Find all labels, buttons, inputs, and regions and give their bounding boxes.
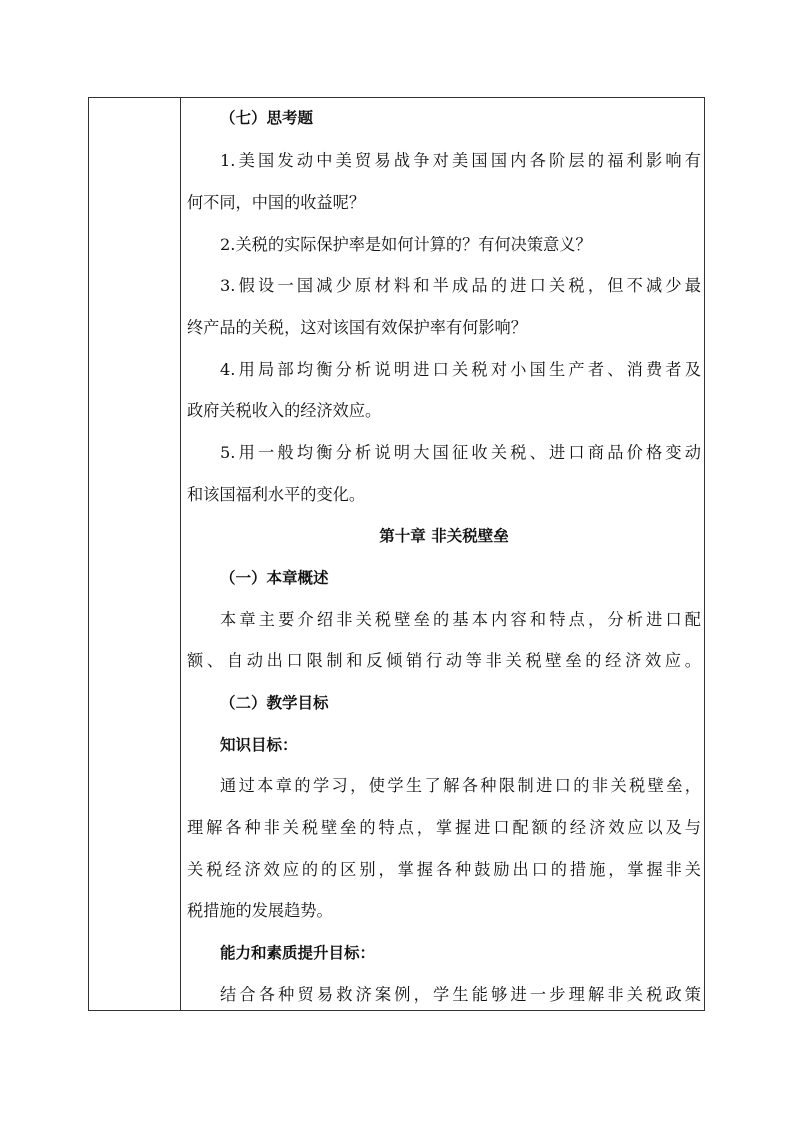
question-2-line-1: 2.关税的实际保护率是如何计算的？有何决策意义？ (220, 235, 592, 254)
knowledge-goals-heading: 知识目标： (220, 736, 298, 754)
overview-heading: （一）本章概述 (220, 569, 329, 587)
section-seven-heading: （七）思考题 (220, 109, 314, 127)
question-4-line-1: 4.用局部均衡分析说明进口关税对小国生产者、消费者及 (220, 360, 701, 379)
content-cell (187, 98, 701, 1010)
knowledge-line-4: 税措施的发展趋势。 (187, 901, 333, 920)
overview-line-2: 额、自动出口限制和反倾销行动等非关税壁垒的经济效应。 (187, 651, 701, 670)
question-5-line-1: 5.用一般均衡分析说明大国征收关税、进口商品价格变动 (220, 443, 701, 462)
question-1-line-2: 何不同，中国的收益呢？ (187, 193, 366, 212)
document-table (88, 97, 705, 1011)
question-4-line-2: 政府关税收入的经济效应。 (187, 401, 382, 420)
ability-line-1: 结合各种贸易救济案例，学生能够进一步理解非关税政策 (220, 985, 701, 1004)
column-divider (180, 98, 181, 1010)
chapter-title: 第十章 非关税壁垒 (379, 527, 509, 545)
overview-line-1: 本章主要介绍非关税壁垒的基本内容和特点，分析进口配 (220, 610, 701, 629)
knowledge-line-3: 关税经济效应的的区别，掌握各种鼓励出口的措施，掌握非关 (187, 860, 701, 879)
knowledge-line-2: 理解各种非关税壁垒的特点，掌握进口配额的经济效应以及与 (187, 818, 701, 837)
teaching-goals-heading: （二）教学目标 (220, 694, 329, 712)
question-5-line-2: 和该国福利水平的变化。 (187, 485, 366, 504)
ability-goals-heading: 能力和素质提升目标： (220, 944, 376, 962)
question-1-line-1: 1.美国发动中美贸易战争对美国国内各阶层的福利影响有 (220, 151, 701, 170)
question-3-line-2: 终产品的关税，这对该国有效保护率有何影响？ (187, 318, 527, 337)
knowledge-line-1: 通过本章的学习，使学生了解各种限制进口的非关税壁垒， (220, 776, 701, 795)
question-3-line-1: 3.假设一国减少原材料和半成品的进口关税，但不减少最 (220, 276, 701, 295)
left-column-cell (89, 98, 180, 1010)
